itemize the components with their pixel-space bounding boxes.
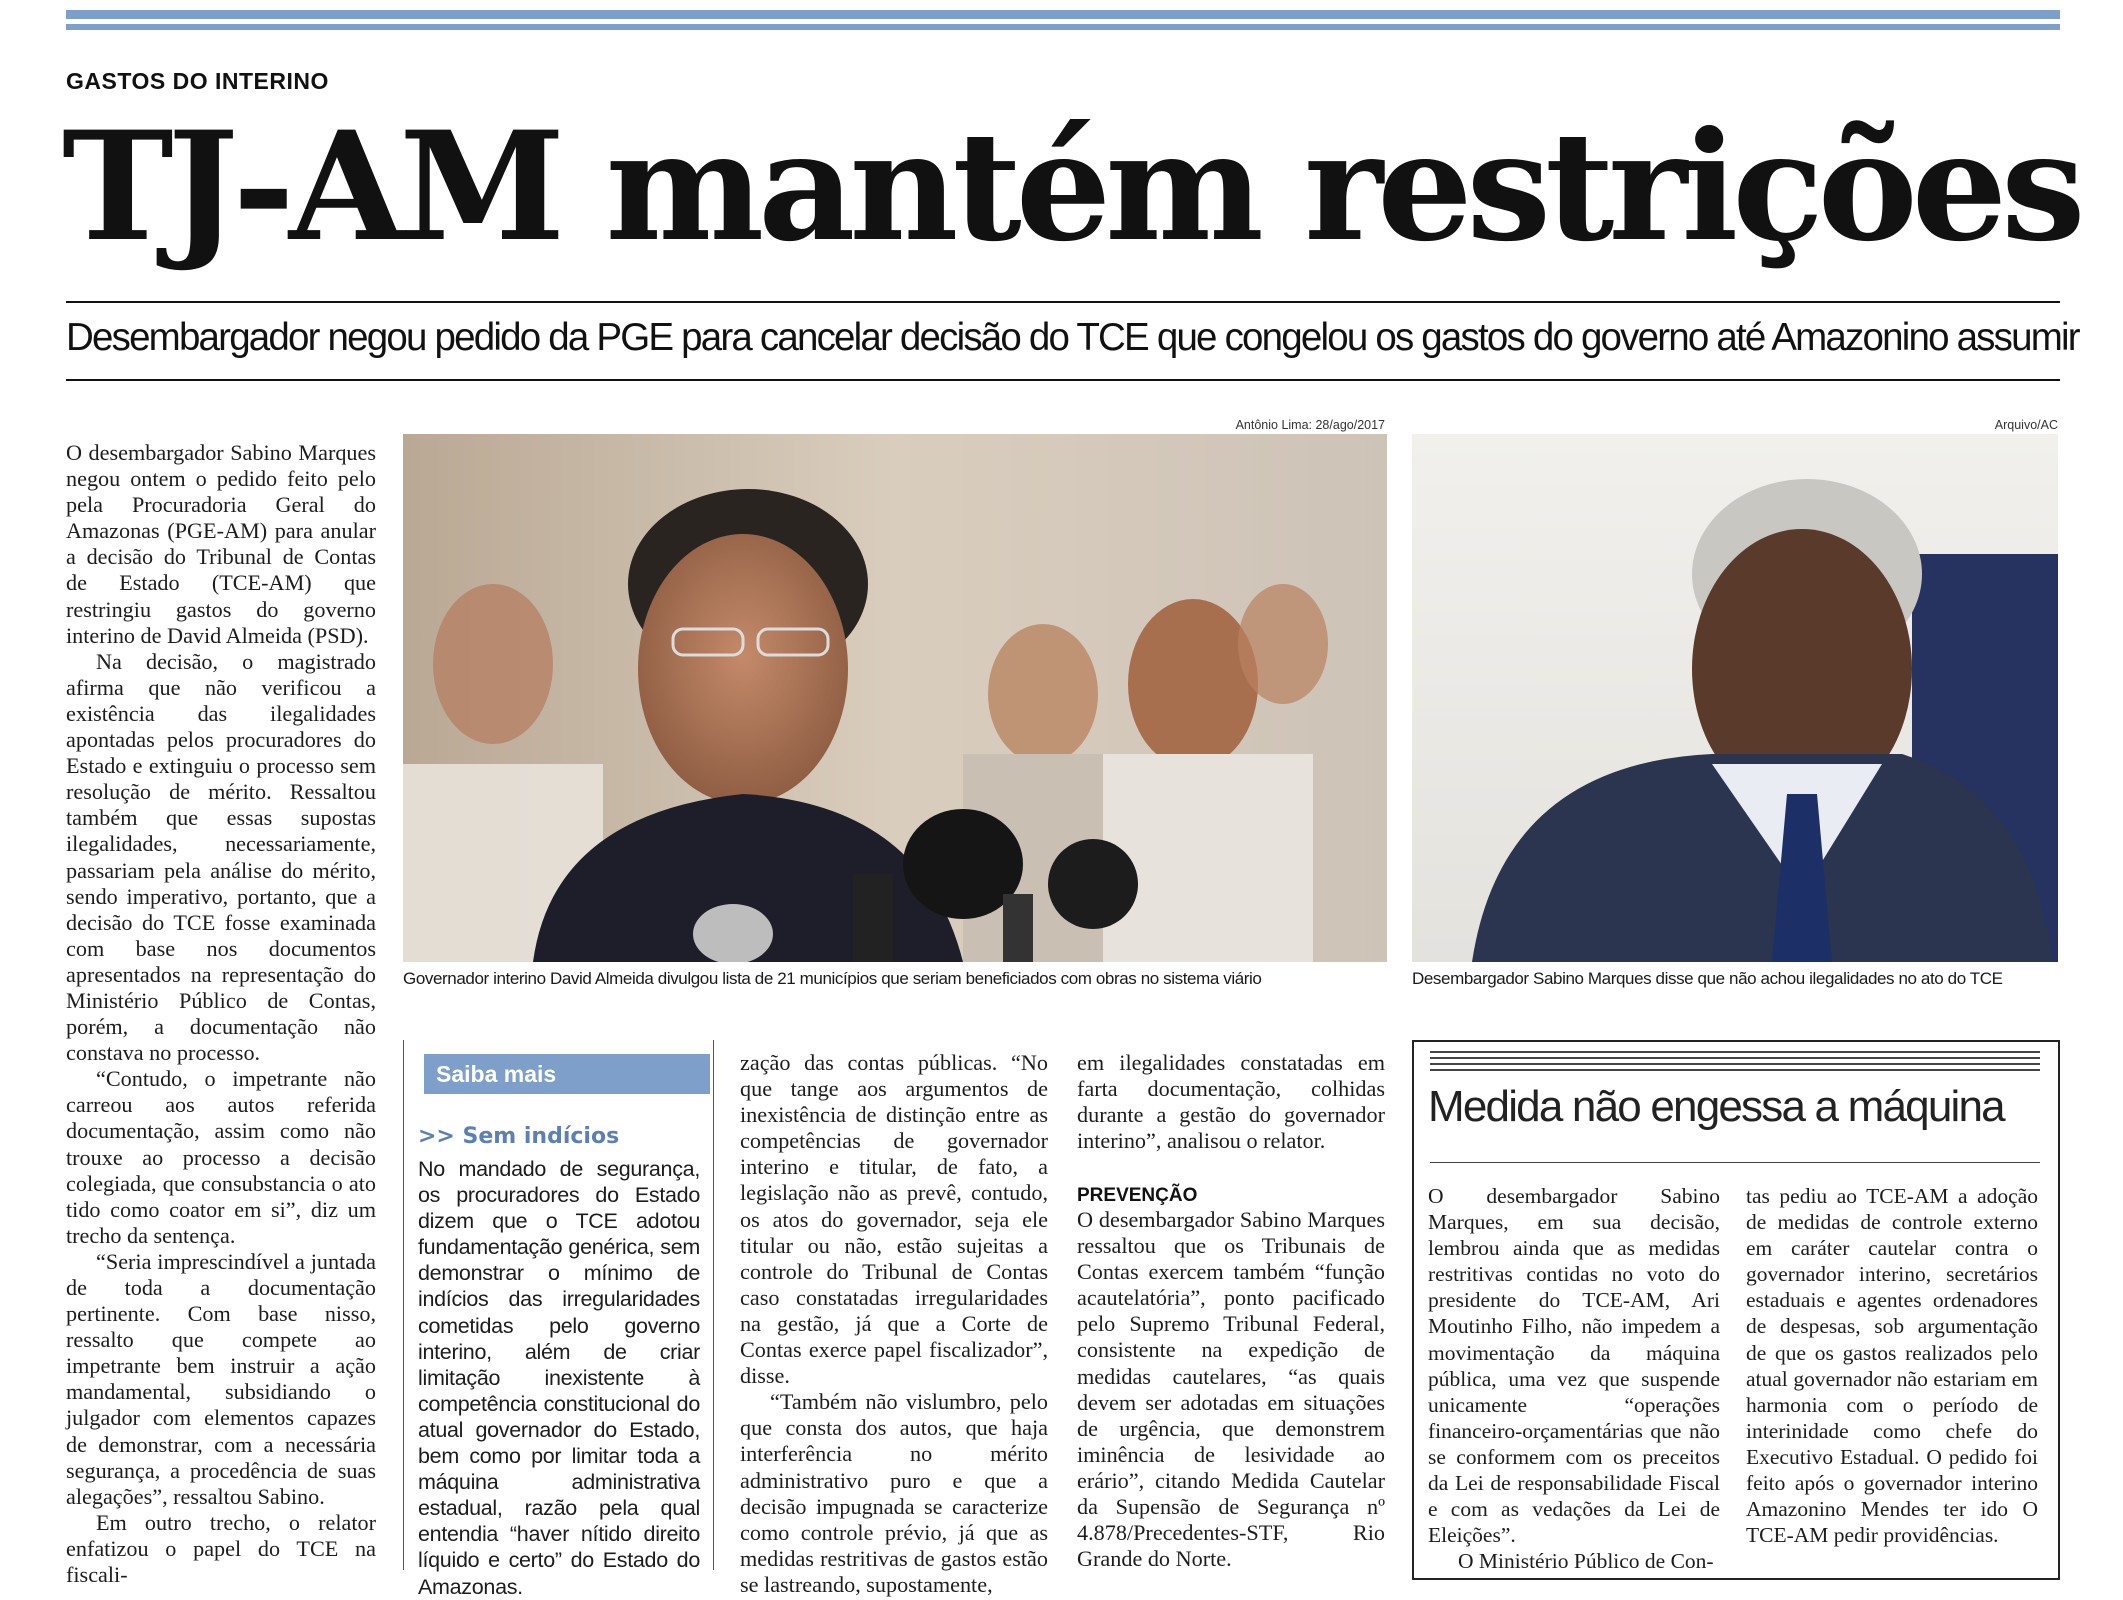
article-column-4-bottom (1077, 1207, 1385, 1572)
saiba-mais-heading: Saiba mais (424, 1054, 710, 1094)
kicker: GASTOS DO INTERINO (66, 68, 329, 94)
subtitle-top-rule (66, 301, 2060, 303)
sidebar-column-2 (1746, 1183, 2038, 1548)
photo-caption: Desembargador Sabino Marques disse que não achou ilegalidades no ato do TCE (1412, 969, 2003, 988)
column-divider (403, 1040, 404, 1570)
article-paragraph: Na decisão, o magistrado afirma que não verificou a existência das ilegalidades apontadas pelos procuradores do Estado e extinguiu o processo sem resolução de mérito. Ressaltou também que essas supostas ilegalidades, necessariamente, passariam pela análise do mérito, sendo imperativo, portanto, que a decisão do TCE fosse examinada com base nos documentos apresentados na representação do Ministério Público de Contas, porém, a documentação não constava no processo. (66, 648, 376, 1066)
photo-governor-press (403, 434, 1387, 962)
saiba-mais-subheading: >> Sem indícios (418, 1124, 620, 1149)
article-paragraph: zação das contas públicas. “No que tange aos argumentos de inexistência de distinção entre as competências de governador interino e titular, de fato, a legislação não as prevê, contudo, os atos do governador, seja ele titular ou não, estão sujeitas a controle do Tribunal de Contas caso constatadas irregularidades na gestão, já que a Corte de Contas exerce papel fiscalizador”, disse. (740, 1050, 1048, 1389)
article-column-3 (740, 1050, 1048, 1598)
article-column-4 (1077, 1050, 1385, 1154)
top-accent-bar (66, 10, 2060, 19)
press-conference-photo (403, 434, 1387, 962)
saiba-mais-text (418, 1156, 700, 1600)
sidebar-paragraph: tas pediu ao TCE-AM a adoção de medidas de controle externo em caráter cautelar contra o governador interino, secretários estaduais e agentes ordenadores de despesas, sob argumentação de que os gastos realizados pelo atual governador não estariam em harmonia com o período de interinidade como chefe do Executivo Estadual. O pedido foi feito após o governador interino Amazonino Mendes ter ido O TCE-AM pedir providências. (1746, 1184, 2038, 1548)
photo-desembargador (1412, 434, 2058, 962)
article-paragraph: “Também não vislumbro, pelo que consta dos autos, que haja interferência no mérito administrativo puro e que a decisão impugnada se caracterize como controle prévio, já que as medidas restritivas de gastos estão se lastreando, supostamente, (740, 1389, 1048, 1597)
sidebar-paragraph: O Ministério Público de Con- (1458, 1549, 1714, 1574)
article-paragraph: Em outro trecho, o relator enfatizou o papel do TCE na fiscali- (66, 1509, 376, 1588)
subtitle-bottom-rule (66, 379, 2060, 381)
prevencao-heading: PREVENÇÃO (1077, 1185, 1198, 1206)
sidebar-title: Medida não engessa a máquina (1428, 1082, 2004, 1131)
article-paragraph: “Seria imprescindível a juntada de toda a documentação pertinente. Com base nisso, ressalto que compete ao impetrante bem instruir a ação mandamental, subsidiando o julgador com elementos capazes de demonstrar, com a necessária segurança, a procedência de suas alegações”, ressaltou Sabino. (66, 1248, 376, 1509)
article-paragraph: O desembargador Sabino Marques negou ontem o pedido feito pelo pela Procuradoria Geral do Amazonas (PGE-AM) para anular a decisão do Tribunal de Contas de Estado (TCE-AM) que restringiu gastos do governo interino de David Almeida (PSD). (66, 440, 376, 648)
top-accent-bar-thin (66, 24, 2060, 30)
desembargador-portrait (1412, 434, 2058, 962)
sidebar-hatch-lines (1430, 1049, 2040, 1075)
article-paragraph: O desembargador Sabino Marques ressaltou que os Tribunais de Contas exercem também “função acautelatória”, ponto pacificado pelo Supremo Tribunal Federal, consistente na expedição de medidas cautelares, “as quais devem ser adotadas em situações de urgência, que demonstrem iminência de lesividade ao erário”, citando Medida Cautelar da Supensão de Segurança nº 4.878/Precedentes-STF, Rio Grande do Norte. (1077, 1207, 1385, 1572)
photo-caption: Governador interino David Almeida divulgou lista de 21 municípios que seriam beneficiados com obras no sistema viário (403, 969, 1262, 988)
article-paragraph: “Contudo, o impetrante não carreou aos autos referida documentação, assim como não trouxe ao processo a decisão colegiada, que consubstancia o ato tido como coator em si”, diz um trecho da sentença. (66, 1066, 376, 1248)
article-paragraph: em ilegalidades constatadas em farta documentação, colhidas durante a gestão do governador interino”, analisou o relator. (1077, 1050, 1385, 1154)
article-column-1 (66, 440, 376, 1588)
column-divider (713, 1040, 714, 1570)
saiba-mais-paragraph: No mandado de segurança, os procuradores do Estado dizem que o TCE adotou fundamentação genérica, sem demonstrar o mínimo de indícios das irregularidades cometidas pelo governo interino, além de criar limitação inexistente à competência constitucional do atual governador do Estado, bem como por limitar toda a máquina administrativa estadual, razão pela qual entendia “haver nítido direito líquido e certo” do Estado do Amazonas. (418, 1157, 700, 1599)
sidebar-title-rule (1430, 1162, 2040, 1163)
subtitle: Desembargador negou pedido da PGE para cancelar decisão do TCE que congelou os gastos do governo até Amazonino assumir (66, 316, 2079, 359)
photo-credit: Arquivo/AC (1994, 418, 2058, 432)
sidebar-paragraph: O desembargador Sabino Marques, em sua decisão, lembrou ainda que as medidas restritivas contidas no voto do presidente do TCE-AM, Ari Moutinho Filho, não impedem a movimentação da máquina pública, uma vez que suspende unicamente “operações financeiro-orçamentárias que não se conformem com os preceitos da Lei de responsabilidade Fiscal e com as vedações da Lei de Eleições”. (1428, 1184, 1720, 1548)
photo-credit: Antônio Lima: 28/ago/2017 (1235, 418, 1385, 432)
sidebar-column-1 (1428, 1183, 1720, 1574)
headline: TJ-AM mantém restrições (62, 99, 2080, 275)
